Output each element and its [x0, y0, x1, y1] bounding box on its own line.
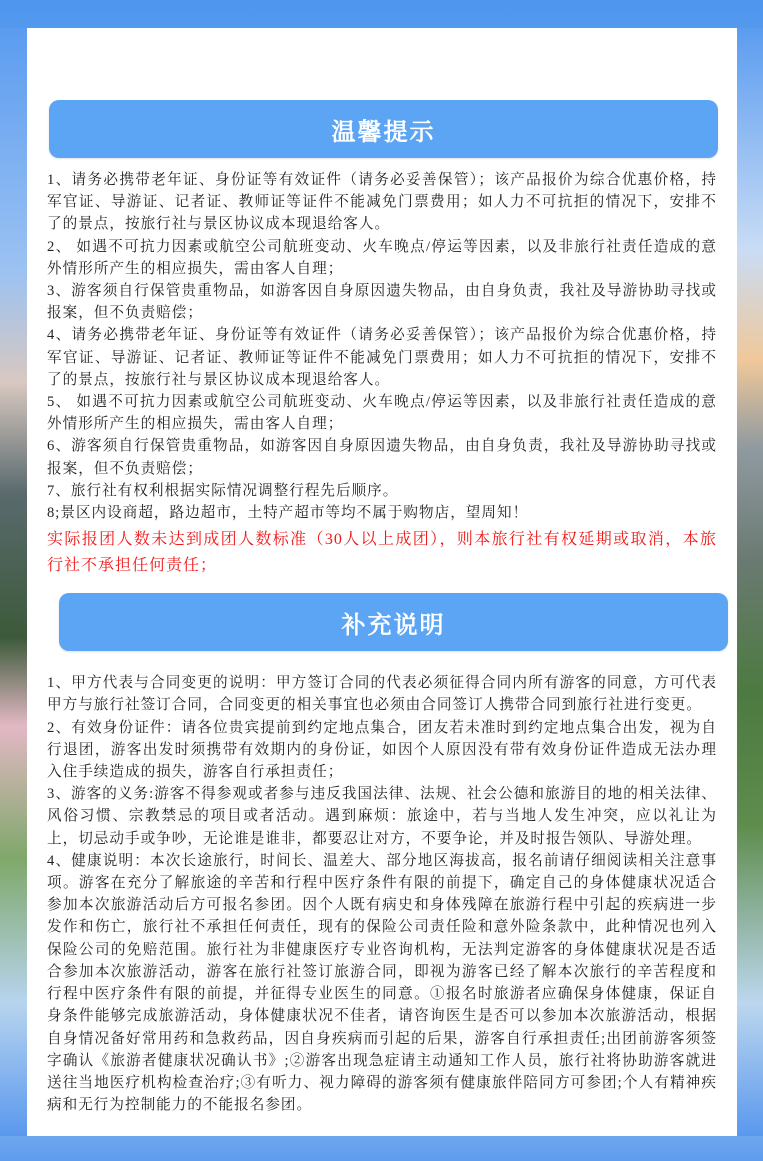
supplement-item: 3、游客的义务:游客不得参观或者参与违反我国法律、法规、社会公德和旅游目的地的相关法律、风俗习惯、宗教禁忌的项目或者活动。遇到麻烦：旅途中，若与当地人发生冲突，应以礼让为上，切忌动手或争吵，无论谁是谁非，都要忍让对方，不要争论，并及时报告领队、导游处理。 — [47, 786, 717, 847]
section-header-tips: 温馨提示 — [49, 100, 718, 158]
group-size-warning: 实际报团人数未达到成团人数标准（30人以上成团），则本旅行社有权延期或取消，本旅行社不承担任何责任； — [47, 531, 717, 575]
tip-item: 1、请务必携带老年证、身份证等有效证件（请务必妥善保管）；该产品报价为综合优惠价格，持军官证、导游证、记者证、教师证等证件不能减免门票费用；如人力不可抗拒的情况下，安排不了的景点，按旅行社与景区协议成本现退给客人。 — [47, 172, 717, 233]
tip-item: 4、请务必携带老年证、身份证等有效证件（请务必妥善保管）；该产品报价为综合优惠价格，持军官证、导游证、记者证、教师证等证件不能减免门票费用；如人力不可抗拒的情况下，安排不了的景点，按旅行社与景区协议成本现退给客人。 — [47, 327, 717, 388]
tips-section — [47, 169, 717, 579]
background-scenery-left — [0, 28, 30, 1136]
supplement-item: 1、甲方代表与合同变更的说明：甲方签订合同的代表必须征得合同内所有游客的同意，方可代表甲方与旅行社签订合同，合同变更的相关事宜也必须由合同签订人携带合同到旅行社进行变更。 — [47, 675, 717, 714]
tip-item: 6、游客须自行保管贵重物品，如游客因自身原因遗失物品，由自身负责，我社及导游协助寻找或报案，但不负责赔偿； — [47, 438, 717, 477]
notice-card — [27, 28, 737, 1136]
tip-item: 7、旅行社有权利根据实际情况调整行程先后顺序。 — [47, 482, 399, 499]
tip-item: 2、 如遇不可抗力因素或航空公司航班变动、火车晚点/停运等因素，以及非旅行社责任造成的意外情形所产生的相应损失，需由客人自理； — [47, 238, 717, 277]
section-header-supplement: 补充说明 — [59, 593, 728, 651]
supplement-item: 2、有效身份证件：请各位贵宾提前到约定地点集合，团友若未准时到约定地点集合出发，视为自行退团，游客出发时须携带有效期内的身份证，如因个人原因没有带有效身份证件造成无法办理入住手续造成的损失，游客自行承担责任； — [47, 719, 717, 781]
background-scenery-right — [733, 28, 763, 1136]
tip-item: 3、游客须自行保管贵重物品，如游客因自身原因遗失物品，由自身负责，我社及导游协助寻找或报案，但不负责赔偿； — [47, 283, 717, 322]
supplement-item: 4、健康说明：本次长途旅行，时间长、温差大、部分地区海拔高，报名前请仔细阅读相关注意事项。游客在充分了解旅途的辛苦和行程中医疗条件有限的前提下，确定自己的身体健康状况适合参加本次旅游活动后方可报名参团。因个人既有病史和身体残障在旅游行程中引起的疾病进一步发作和伤亡，旅行社不承担任何责任，现有的保险公司责任险和意外险条款中，此种情况也列入保险公司的免赔范围。旅行社为非健康医疗专业咨询机构，无法判定游客的身体健康状况是否适合参加本次旅游活动，游客在旅行社签订旅游合同，即视为游客已经了解本次旅行的辛苦程度和行程中医疗条件有限的前提，并征得专业医生的同意。①报名时旅游者应确保身体健康，保证自身条件能够完成旅游活动，身体健康状况不佳者，请咨询医生是否可以参加本次旅游活动，根据自身情况备好常用药和急救药品，因自身疾病而引起的后果，游客自行承担责任;出团前游客须签字确认《旅游者健康状况确认书》;②游客出现急症请主动通知工作人员，旅行社将协助游客就进送往当地医疗机构检查治疗;③有听力、视力障碍的游客须有健康旅伴陪同方可参团;个人有精神疾病和无行为控制能力的不能报名参团。 — [47, 852, 717, 1114]
tip-item: 5、 如遇不可抗力因素或航空公司航班变动、火车晚点/停运等因素，以及非旅行社责任造成的意外情形所产生的相应损失，需由客人自理； — [47, 394, 717, 433]
supplement-section — [47, 672, 717, 1116]
tip-item: 8;景区内设商超，路边超市，土特产超市等均不属于购物店，望周知！ — [47, 505, 529, 522]
